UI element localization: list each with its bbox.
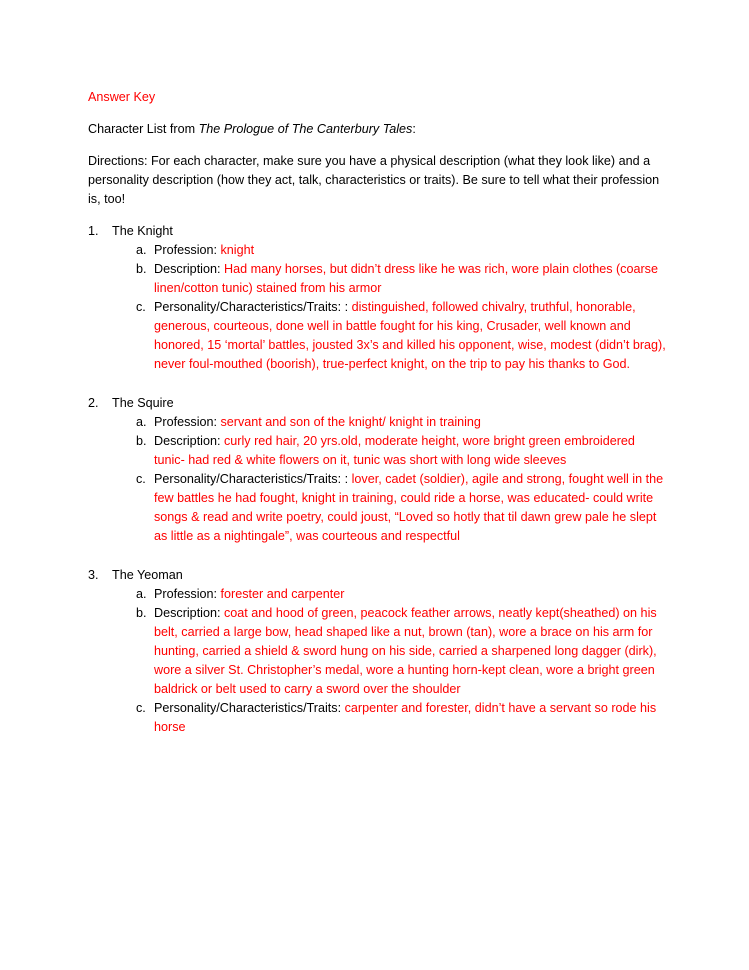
traits-item [88, 699, 668, 737]
sub-letter: b. [136, 262, 147, 276]
sub-letter: c. [136, 472, 146, 486]
sub-letter: b. [136, 606, 147, 620]
list-number: 3. [88, 568, 99, 582]
description-label: Description: [154, 606, 224, 620]
character-section-yeoman [88, 566, 668, 737]
profession-item [88, 413, 668, 432]
traits-item [88, 298, 668, 374]
description-answer: Had many horses, but didn’t dress like he was rich, wore plain clothes (coarse linen/cotton tunic) stained from his armor [154, 262, 658, 295]
character-heading [88, 222, 668, 241]
profession-label: Profession: [154, 243, 221, 257]
list-number: 2. [88, 396, 99, 410]
traits-answer: carpenter and forester, didn’t have a servant so rode his horse [154, 701, 657, 734]
character-heading [88, 394, 668, 413]
description-item [88, 260, 668, 298]
sub-letter: a. [136, 243, 147, 257]
title-suffix: : [412, 122, 416, 136]
profession-item [88, 241, 668, 260]
answer-key-heading: Answer Key [88, 90, 156, 104]
document-page [88, 88, 668, 757]
traits-label: Personality/Characteristics/Traits: [154, 701, 345, 715]
character-section-squire [88, 394, 668, 546]
document-title [88, 120, 668, 139]
sub-letter: a. [136, 415, 147, 429]
list-number: 1. [88, 224, 99, 238]
directions-text: Directions: For each character, make sure you have a physical description (what they look like) and a personality description (how they act, talk, characteristics or traits). Be sure to tell what their profession is, too! [88, 154, 660, 206]
profession-label: Profession: [154, 587, 221, 601]
traits-label: Personality/Characteristics/Traits: : [154, 300, 352, 314]
character-name: The Squire [112, 396, 174, 410]
sub-letter: c. [136, 300, 146, 314]
description-label: Description: [154, 434, 224, 448]
description-label: Description: [154, 262, 224, 276]
description-item [88, 604, 668, 699]
character-name: The Knight [112, 224, 173, 238]
title-prefix: Character List from [88, 122, 199, 136]
description-answer: coat and hood of green, peacock feather arrows, neatly kept(sheathed) on his belt, carried a large bow, head shaped like a nut, brown (tan), wore a brace on his arm for hunting, carried a shield & sword hung on his side, carried a sharpened long dagger (dirk), wore a silver St. Christopher’s medal, wore a hunting horn-kept clean, wore a bright green baldrick or belt used to carry a sword over the shoulder [154, 606, 657, 696]
character-name: The Yeoman [112, 568, 183, 582]
profession-label: Profession: [154, 415, 221, 429]
profession-item [88, 585, 668, 604]
traits-answer: lover, cadet (soldier), agile and strong, fought well in the few battles he had fought, knight in training, could ride a horse, was educated- could write songs & read and write poetry, could joust, “Loved so hotly that til dawn grew pale he slept as little as a nightingale”, was courteous and respectful [154, 472, 664, 543]
profession-answer: knight [220, 243, 255, 257]
sub-letter: a. [136, 587, 147, 601]
profession-answer: forester and carpenter [220, 587, 345, 601]
traits-item [88, 470, 668, 546]
sub-letter: c. [136, 701, 146, 715]
traits-label: Personality/Characteristics/Traits: : [154, 472, 352, 486]
character-heading [88, 566, 668, 585]
description-item [88, 432, 668, 470]
description-answer: curly red hair, 20 yrs.old, moderate height, wore bright green embroidered tunic- had red & white flowers on it, tunic was short with long wide sleeves [154, 434, 635, 467]
character-section-knight [88, 222, 668, 374]
profession-answer: servant and son of the knight/ knight in training [220, 415, 481, 429]
title-italic: The Prologue of The Canterbury Tales [198, 122, 413, 136]
traits-answer: distinguished, followed chivalry, truthful, honorable, generous, courteous, done well in battle fought for his king, Crusader, well known and honored, 15 ‘mortal’ battles, jousted 3x’s and killed his opponent, wise, modest (didn’t brag), never foul-mouthed (boorish), true-perfect knight, on the trip to pay his thanks to God. [154, 300, 666, 371]
sub-letter: b. [136, 434, 147, 448]
